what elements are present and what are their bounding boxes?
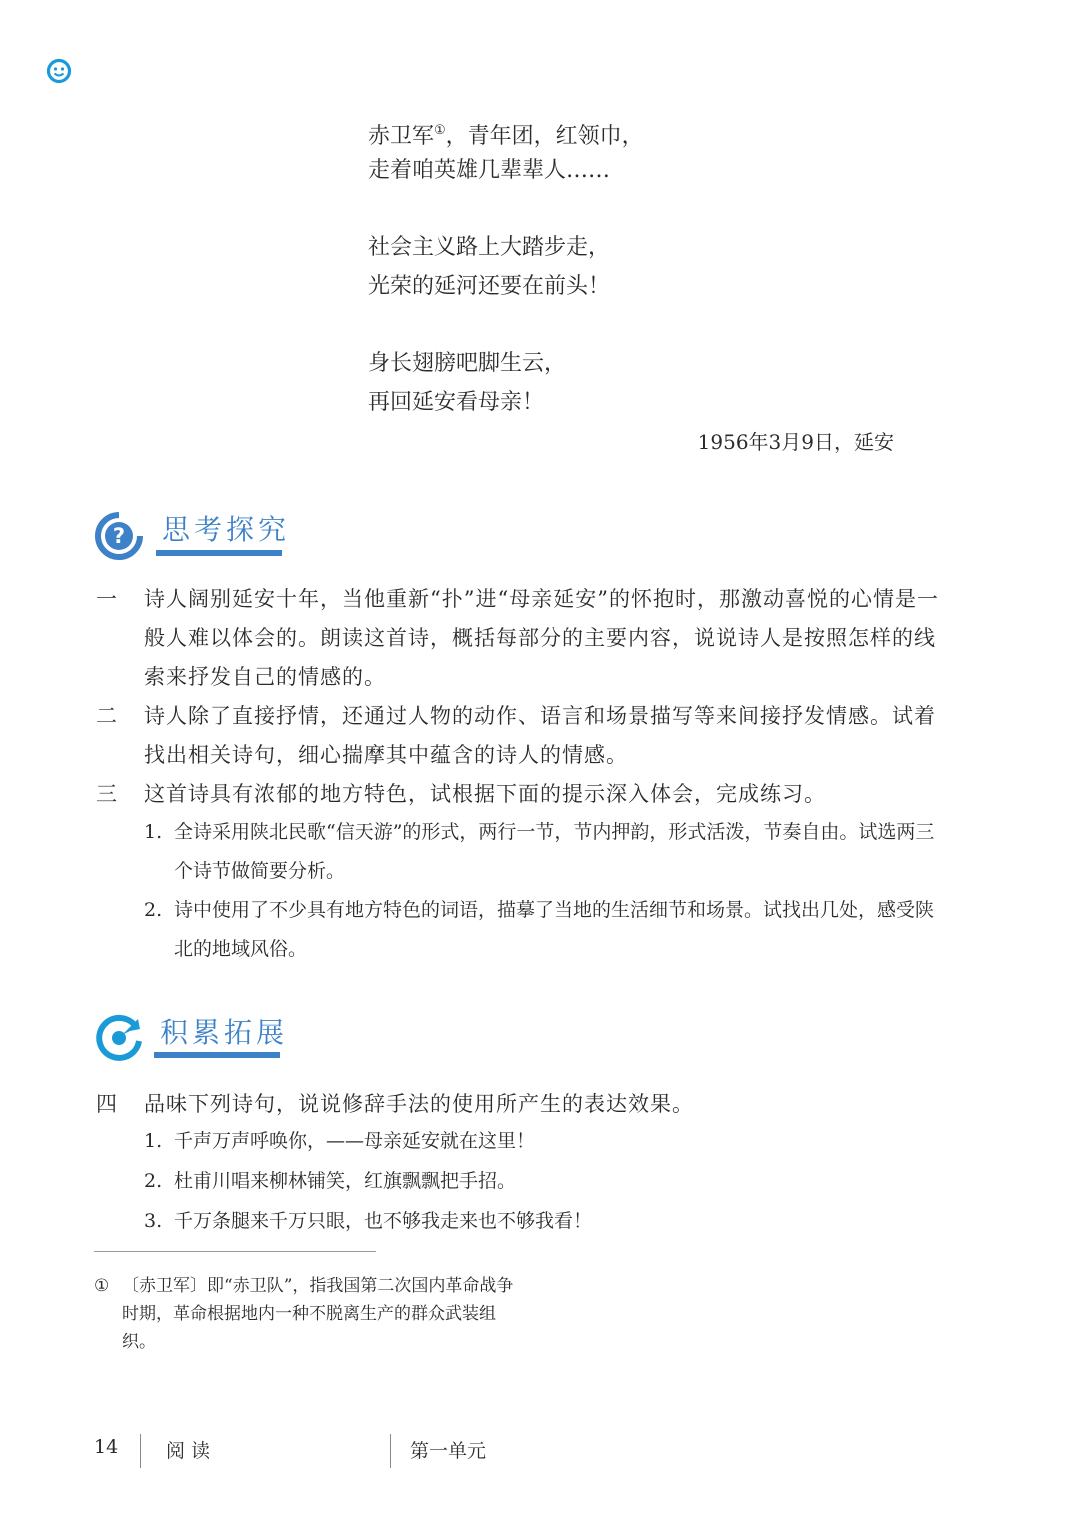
question-text: 品味下列诗句，说说修辞手法的使用所产生的表达效果。 xyxy=(144,1092,694,1116)
poem-line: 光荣的延河还要在前头！ xyxy=(368,274,611,299)
circular-arrow-icon xyxy=(94,1013,144,1063)
sub-question-text: 杜甫川唱来柳林铺笑，红旗飘飘把手招。 xyxy=(174,1170,517,1192)
sub-question-item xyxy=(144,813,944,891)
poem-line: 再回延安看母亲！ xyxy=(368,390,545,415)
footnote-marker[interactable]: ① xyxy=(434,123,446,138)
smiley-icon xyxy=(46,58,72,84)
sub-question-item xyxy=(144,1122,944,1161)
sub-question-number: 2. xyxy=(144,1170,163,1192)
footnote xyxy=(94,1272,514,1356)
question-item xyxy=(96,1085,946,1124)
sub-question-number: 1. xyxy=(144,1130,163,1152)
footnote-divider xyxy=(94,1251,376,1252)
footer-unit: 第一单元 xyxy=(410,1440,487,1462)
section-underline xyxy=(154,1052,280,1058)
question-mark-icon xyxy=(94,511,144,561)
footer-divider xyxy=(390,1434,391,1468)
question-item xyxy=(96,775,946,814)
svg-text:?: ? xyxy=(112,524,126,548)
poem-line: 社会主义路上大踏步走， xyxy=(368,235,611,260)
question-item xyxy=(96,580,946,697)
poem-date: 1956年3月9日，延安 xyxy=(697,430,894,454)
sub-question-number: 3. xyxy=(144,1210,163,1232)
footer-section: 阅 读 xyxy=(166,1440,211,1462)
question-text: 这首诗具有浓郁的地方特色，试根据下面的提示深入体会，完成练习。 xyxy=(144,782,826,806)
section-title-think: 思考探究 xyxy=(162,513,291,546)
section-underline xyxy=(156,550,282,556)
sub-question-item xyxy=(144,891,944,969)
page-number: 14 xyxy=(94,1436,119,1458)
footnote-number: ① xyxy=(94,1276,110,1296)
question-item xyxy=(96,697,946,775)
question-number: 四 xyxy=(96,1092,117,1116)
question-text: 诗人除了直接抒情，还通过人物的动作、语言和场景描写等来间接抒发情感。试着找出相关诗句，细心揣摩其中蕴含的诗人的情感。 xyxy=(144,704,936,767)
question-number: 一 xyxy=(96,587,117,611)
footnote-text: 〔赤卫军〕即“赤卫队”，指我国第二次国内革命战争时期，革命根据地内一种不脱离生产的群众武装组织。 xyxy=(122,1276,514,1352)
sub-question-text: 全诗采用陕北民歌“信天游”的形式，两行一节，节内押韵，形式活泼，节奏自由。试选两三个诗节做简要分析。 xyxy=(174,821,935,882)
poem-line: 身长翅膀吧脚生云， xyxy=(368,351,567,376)
section-title-extend: 积累拓展 xyxy=(160,1016,289,1049)
sub-question-item xyxy=(144,1162,944,1201)
question-text: 诗人阔别延安十年，当他重新“扑”进“母亲延安”的怀抱时，那激动喜悦的心情是一般人难以体会的。朗读这首诗，概括每部分的主要内容，说说诗人是按照怎样的线索来抒发自己的情感的。 xyxy=(144,587,939,689)
sub-question-item xyxy=(144,1202,944,1241)
poem-line: 赤卫军①，青年团，红领巾， xyxy=(368,123,644,149)
sub-question-number: 2. xyxy=(144,899,163,921)
question-number: 三 xyxy=(96,782,117,806)
question-number: 二 xyxy=(96,704,117,728)
sub-question-text: 千声万声呼唤你，——母亲延安就在这里！ xyxy=(174,1130,536,1152)
poem-line: 走着咱英雄几辈辈人…… xyxy=(368,158,611,183)
sub-question-number: 1. xyxy=(144,821,163,843)
sub-question-text: 千万条腿来千万只眼，也不够我走来也不够我看！ xyxy=(174,1210,593,1232)
footer-divider xyxy=(140,1434,141,1468)
sub-question-text: 诗中使用了不少具有地方特色的词语，描摹了当地的生活细节和场景。试找出几处，感受陕北的地域风俗。 xyxy=(174,899,935,960)
